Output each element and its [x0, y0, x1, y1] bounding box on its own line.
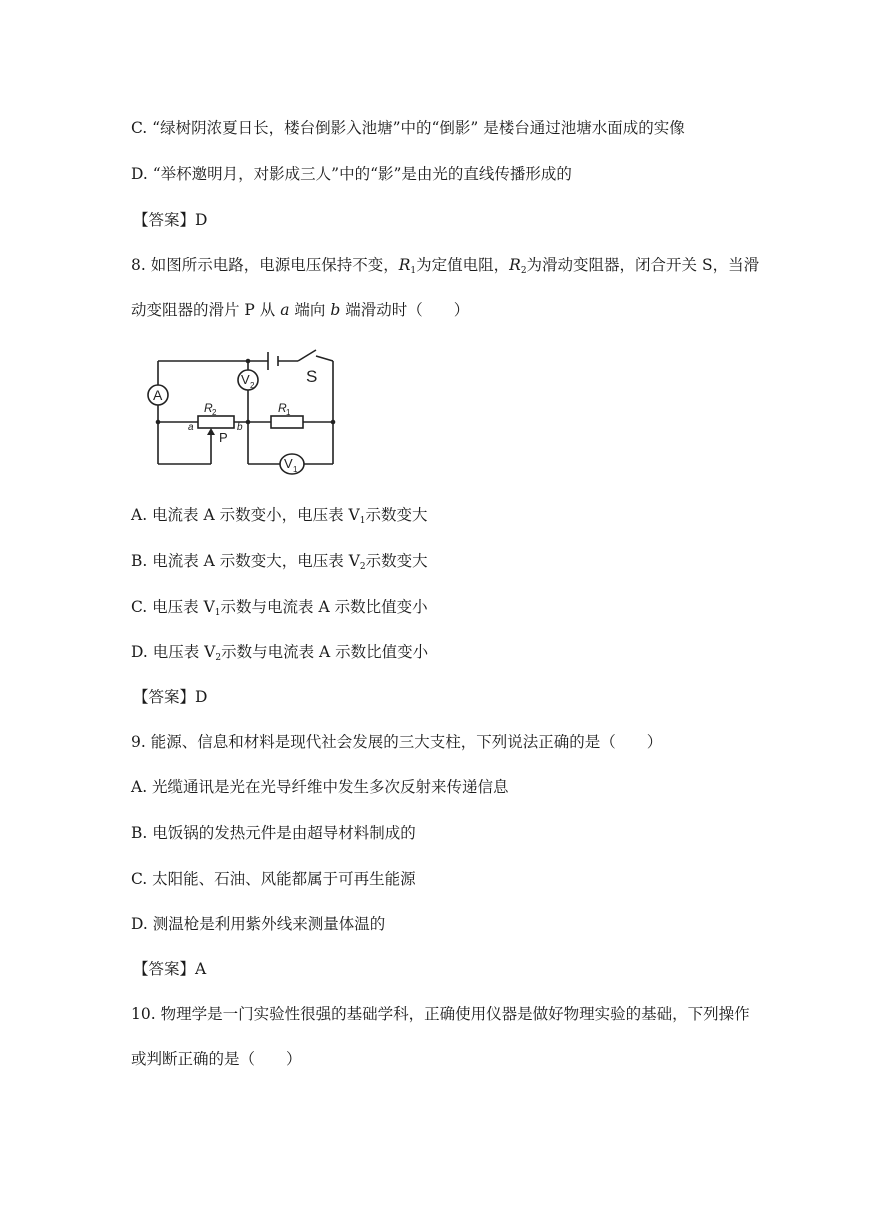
label-b-end: b: [237, 422, 243, 433]
q7-option-d: D. “举杯邀明月，对影成三人”中的“影”是由光的直线传播形成的: [131, 165, 572, 183]
r2-resistor: [198, 416, 234, 428]
label-v2-sub: 2: [250, 381, 255, 390]
q8-option-b: [131, 550, 809, 578]
q8-option-d-text: D. 电压表 V: [131, 643, 216, 661]
q8-stem-line1: [131, 254, 809, 282]
q8-stem-text: 端滑动时（ ）: [340, 301, 470, 319]
q8-option-a-sub: 1: [359, 516, 366, 526]
label-p: P: [219, 430, 228, 445]
label-v1-sub: 1: [293, 465, 298, 474]
q9-option-d: D. 测温枪是利用紫外线来测量体温的: [131, 915, 386, 933]
circuit-diagram: [140, 338, 350, 474]
q7-option-c: C. “绿树阴浓夏日长，楼台倒影入池塘”中的“倒影” 是楼台通过池塘水面成的实像: [131, 119, 685, 137]
q9-answer: 【答案】A: [133, 960, 207, 978]
r1-resistor: [271, 416, 303, 428]
q8-stem-r1-sub: 1: [410, 266, 417, 276]
q8-option-c-text: 示数与电流表 A 示数比值变小: [220, 598, 428, 616]
q8-stem-r1: R: [398, 256, 411, 274]
q8-option-c: [131, 596, 809, 624]
slider-arrow: [207, 428, 215, 435]
q8-stem-r2: R: [509, 256, 521, 274]
q8-option-d: [131, 641, 809, 669]
label-v1: V: [284, 456, 293, 471]
label-v2: V: [241, 372, 250, 387]
q9-option-c: C. 太阳能、石油、风能都属于可再生能源: [131, 870, 416, 888]
label-r2: R: [204, 401, 213, 415]
q8-stem-text: 为定值电阻，: [416, 256, 510, 274]
label-a-meter: A: [153, 387, 163, 403]
q8-stem-r2-sub: 2: [520, 266, 527, 276]
q8-stem-text: 8. 如图所示电路，电源电压保持不变，: [131, 256, 399, 274]
q8-option-c-sub: 1: [214, 608, 221, 618]
q8-stem-a: a: [280, 301, 290, 319]
q9-stem: 9. 能源、信息和材料是现代社会发展的三大支柱，下列说法正确的是（ ）: [131, 733, 663, 751]
q7-answer: 【答案】D: [133, 211, 208, 229]
q9-option-a: A. 光缆通讯是光在光导纤维中发生多次反射来传递信息: [131, 778, 509, 796]
q8-stem-line2: [131, 299, 809, 321]
q8-option-d-text: 示数与电流表 A 示数比值变小: [221, 643, 429, 661]
q8-answer: 【答案】D: [133, 688, 208, 706]
q8-option-a-text: 示数变大: [365, 506, 428, 524]
q8-option-a-text: A. 电流表 A 示数变小，电压表 V: [131, 506, 360, 524]
label-r1: R: [278, 401, 287, 415]
q8-option-b-text: B. 电流表 A 示数变大，电压表 V: [131, 552, 360, 570]
q8-stem-b: b: [330, 301, 341, 319]
q8-stem-text: 动变阻器的滑片 P 从: [131, 301, 281, 319]
q10-stem-line1: 10. 物理学是一门实验性很强的基础学科，正确使用仪器是做好物理实验的基础，下列操作: [131, 1005, 750, 1023]
label-r2-sub: 2: [212, 408, 217, 417]
q9-option-b: B. 电饭锅的发热元件是由超导材料制成的: [131, 824, 416, 842]
label-a-end: a: [188, 422, 194, 433]
q8-stem-text: 为滑动变阻器，闭合开关 S，当滑: [526, 256, 760, 274]
q10-stem-line2: 或判断正确的是（ ）: [131, 1050, 302, 1068]
q8-option-a: [131, 504, 809, 532]
q8-stem-text: 端向: [289, 301, 331, 319]
q8-option-d-sub: 2: [215, 653, 222, 663]
q8-option-c-text: C. 电压表 V: [131, 598, 215, 616]
label-r1-sub: 1: [286, 408, 291, 417]
label-s: S: [306, 367, 318, 386]
q8-option-b-sub: 2: [359, 562, 366, 572]
q8-option-b-text: 示数变大: [365, 552, 428, 570]
